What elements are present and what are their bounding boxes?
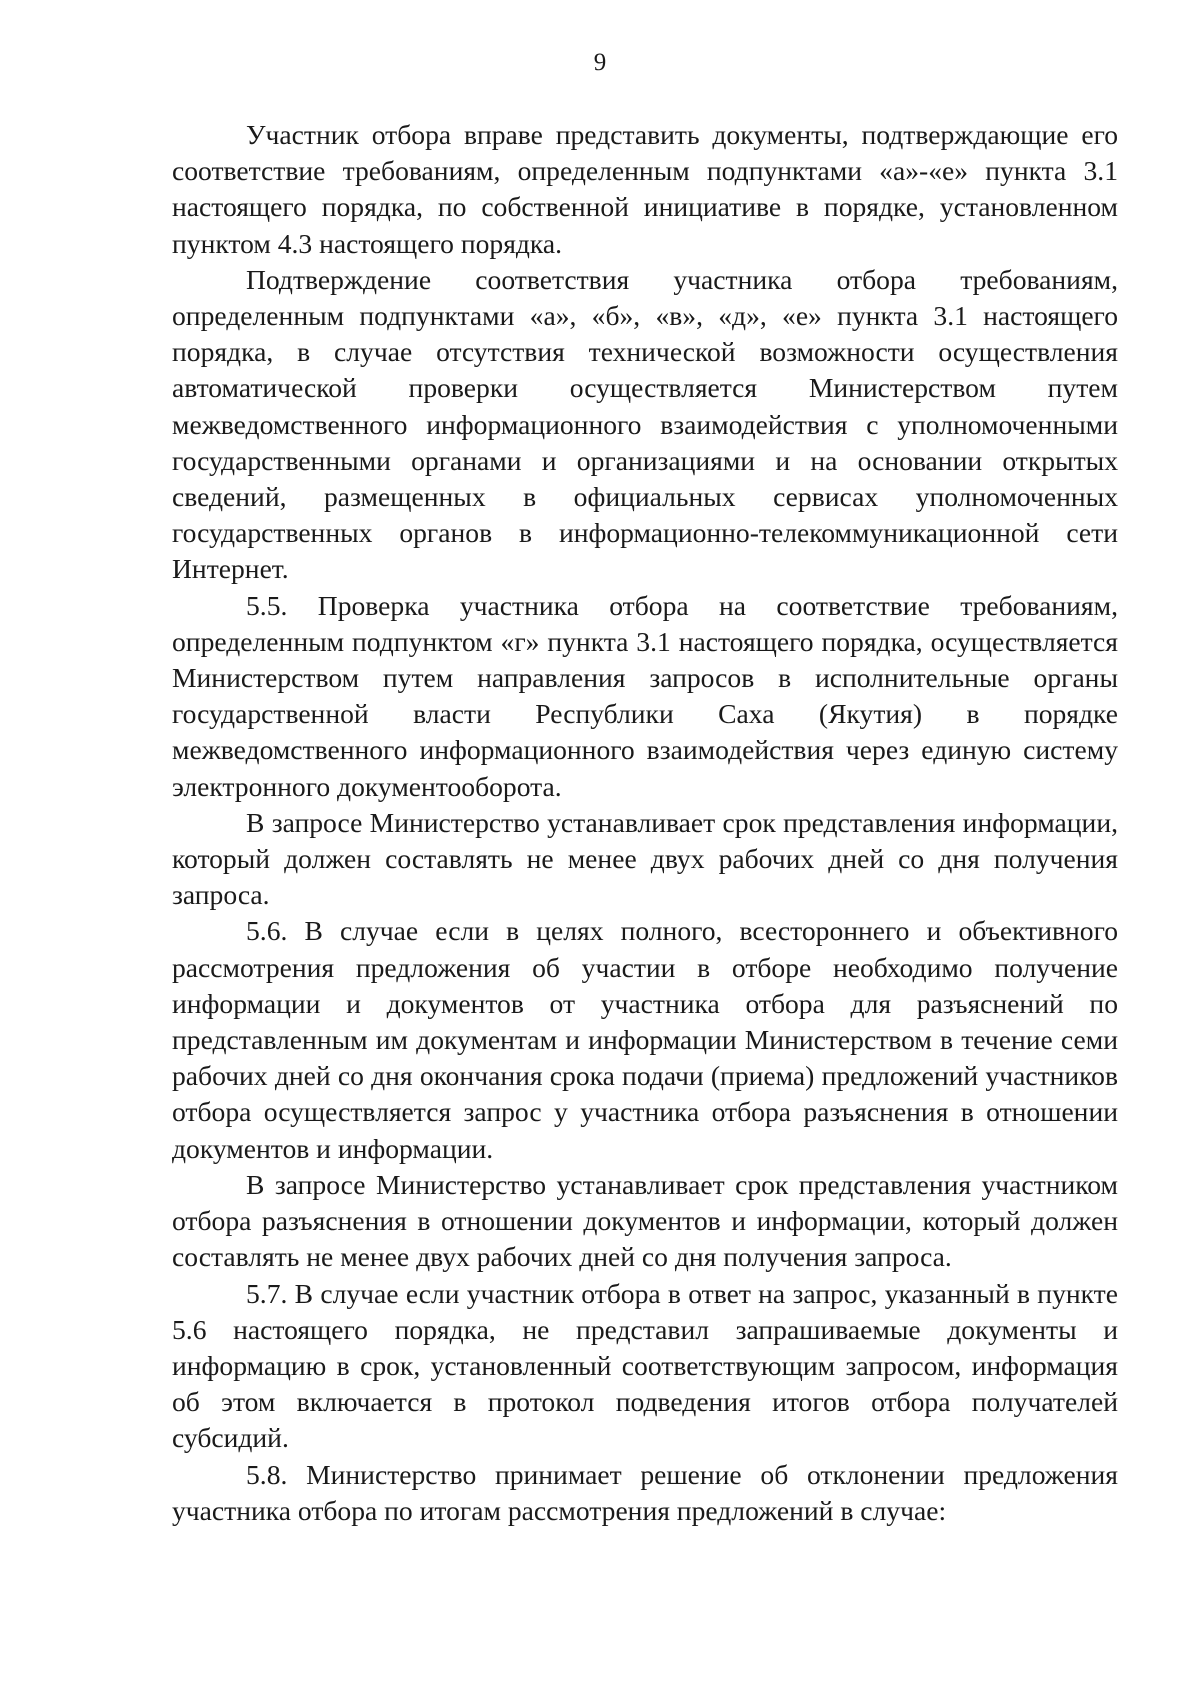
page-number: 9 (593, 49, 607, 76)
paragraph: 5.7. В случае если участник отбора в ответ на запрос, указанный в пункте 5.6 настоящего порядка, не представил запрашиваемые документы и информацию в срок, установленный соответствующим запросом, информация об этом включается в протокол подведения итогов отбора получателей субсидий. (172, 1277, 1118, 1454)
paragraph: 5.5. Проверка участника отбора на соответствие требованиям, определенным подпунктом «г» пункта 3.1 настоящего порядка, осуществляется Министерством путем направления запросов в исполнительные органы государственной власти Республики Саха (Якутия) в порядке межведомственного информационного взаимодействия через единую систему электронного документооборота. (172, 589, 1118, 802)
paragraph: В запросе Министерство устанавливает срок представления участником отбора разъяснения в отношении документов и информации, который должен составлять не менее двух рабочих дней со дня получения запроса. (172, 1168, 1118, 1273)
paragraph: 5.8. Министерство принимает решение об отклонении предложения участника отбора по итогам рассмотрения предложений в случае: (172, 1458, 1118, 1526)
paragraph: В запросе Министерство устанавливает срок представления информации, который должен составлять не менее двух рабочих дней со дня получения запроса. (172, 806, 1118, 911)
paragraph: Участник отбора вправе представить документы, подтверждающие его соответствие требованиям, определенным подпунктами «а»-«е» пункта 3.1 настоящего порядка, по собственной инициативе в порядке, установленном пунктом 4.3 настоящего порядка. (172, 119, 1118, 259)
paragraph: 5.6. В случае если в целях полного, всестороннего и объективного рассмотрения предложения об участии в отборе необходимо получение информации и документов от участника отбора для разъяснений по представленным им документам и информации Министерством в течение семи рабочих дней со дня окончания срока подачи (приема) предложений участников отбора осуществляется запрос у участника отбора разъяснения в отношении документов и информации. (172, 915, 1118, 1164)
document-body (172, 117, 1118, 1529)
paragraph: Подтверждение соответствия участника отбора требованиям, определенным подпунктами «а», «б», «в», «д», «е» пункта 3.1 настоящего порядка, в случае отсутствия технической возможности осуществления автоматической проверки осуществляется Министерством путем межведомственного информационного взаимодействия с уполномоченными государственными органами и организациями и на основании открытых сведений, размещенных в официальных сервисах уполномоченных государственных органов в информационно-телекоммуникационной сети Интернет. (172, 263, 1118, 585)
